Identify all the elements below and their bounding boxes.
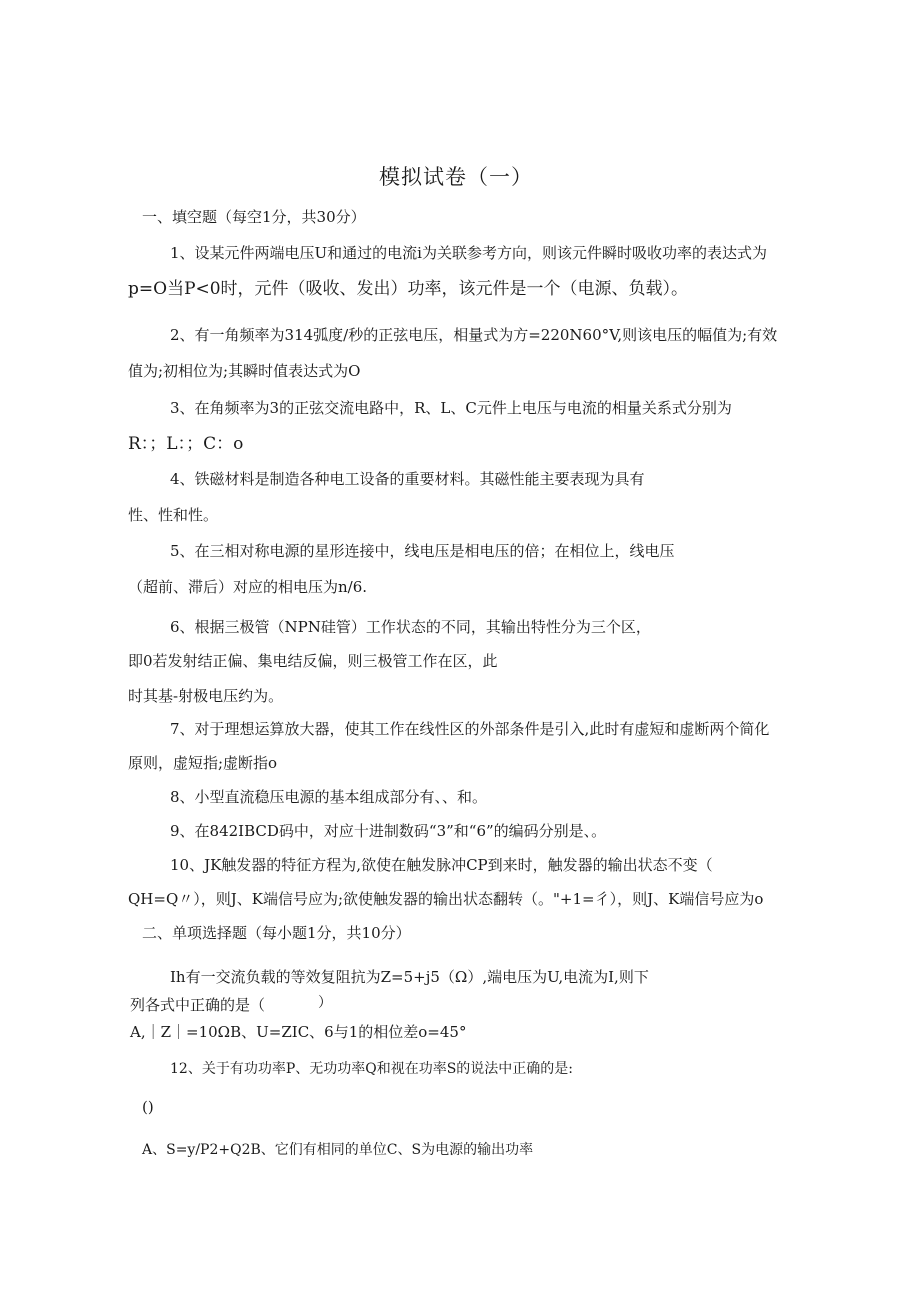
question-4-line-2: 性、性和性。 (128, 506, 219, 524)
question-7-line-2: 原则，虚短指;虚断指o (128, 754, 278, 772)
question-3-line-2: R：；L：；C：o (128, 434, 244, 454)
question-1-line-1: 1、设某元件两端电压U和通过的电流i为关联参考方向，则该元件瞬时吸收功率的表达式为 (170, 244, 767, 262)
section-2-heading: 二、单项选择题（每小题1分，共10分） (142, 924, 411, 942)
question-8-line-1: 8、小型直流稳压电源的基本组成部分有、、和。 (170, 788, 488, 806)
question-10-line-2: QH=Q〃），则J、K端信号应为;欲使触发器的输出状态翻转（。"+1=彳），则J、K端信号应为o (128, 890, 764, 908)
question-2-line-1: 2、有一角频率为314弧度/秒的正弦电压，相量式为方=220N60°V,则该电压的幅值为;有效 (170, 326, 778, 344)
question-5-line-1: 5、在三相对称电源的星形连接中，线电压是相电压的倍；在相位上，线电压 (170, 542, 675, 560)
question-5-line-2: （超前、滞后）对应的相电压为n/6. (128, 578, 368, 596)
question-11-line-1: Ih有一交流负载的等效复阻抗为Z=5+j5（Ω）,端电压为U,电流为I,则下 (170, 968, 649, 986)
question-6-line-2: 即0若发射结正偏、集电结反偏，则三极管工作在区，此 (128, 652, 498, 670)
question-7-line-1: 7、对于理想运算放大器，使其工作在线性区的外部条件是引入,此时有虚短和虚断两个简化 (170, 720, 770, 738)
question-12-line-1: 12、关于有功功率P、无功功率Q和视在功率S的说法中正确的是: (170, 1061, 574, 1077)
question-11-options: A,｜Z｜=10ΩB、U=ZIC、6与1的相位差o=45° (130, 1023, 467, 1041)
question-6-line-1: 6、根据三极管（NPN硅管）工作状态的不同，其输出特性分为三个区， (170, 618, 651, 636)
question-4-line-1: 4、铁磁材料是制造各种电工设备的重要材料。其磁性能主要表现为具有 (170, 470, 645, 488)
question-12-options: A、S=y/P2+Q2B、它们有相同的单位C、S为电源的输出功率 (142, 1142, 534, 1158)
question-6-line-3: 时其基-射极电压约为。 (128, 687, 284, 705)
question-11-line-2: 列各式中正确的是（ (130, 996, 266, 1014)
question-12-line-2: () (142, 1098, 154, 1116)
question-9-line-1: 9、在842IBCD码中，对应十进制数码“3”和“6”的编码分别是、。 (170, 822, 607, 840)
question-1-line-2: p=O当P<0时，元件（吸收、发出）功率，该元件是一个（电源、负载）。 (128, 279, 689, 299)
page-title: 模拟试卷（一） (379, 165, 533, 189)
section-1-heading: 一、填空题（每空1分，共30分） (142, 208, 366, 226)
question-2-line-2: 值为;初相位为;其瞬时值表达式为O (128, 362, 361, 380)
question-3-line-1: 3、在角频率为3的正弦交流电路中，R、L、C元件上电压与电流的相量关系式分别为 (170, 399, 732, 417)
question-10-line-1: 10、JK触发器的特征方程为,欲使在触发脉冲CP到来时，触发器的输出状态不变（ (170, 856, 713, 874)
question-11-closing-mark: ） (318, 995, 332, 1011)
